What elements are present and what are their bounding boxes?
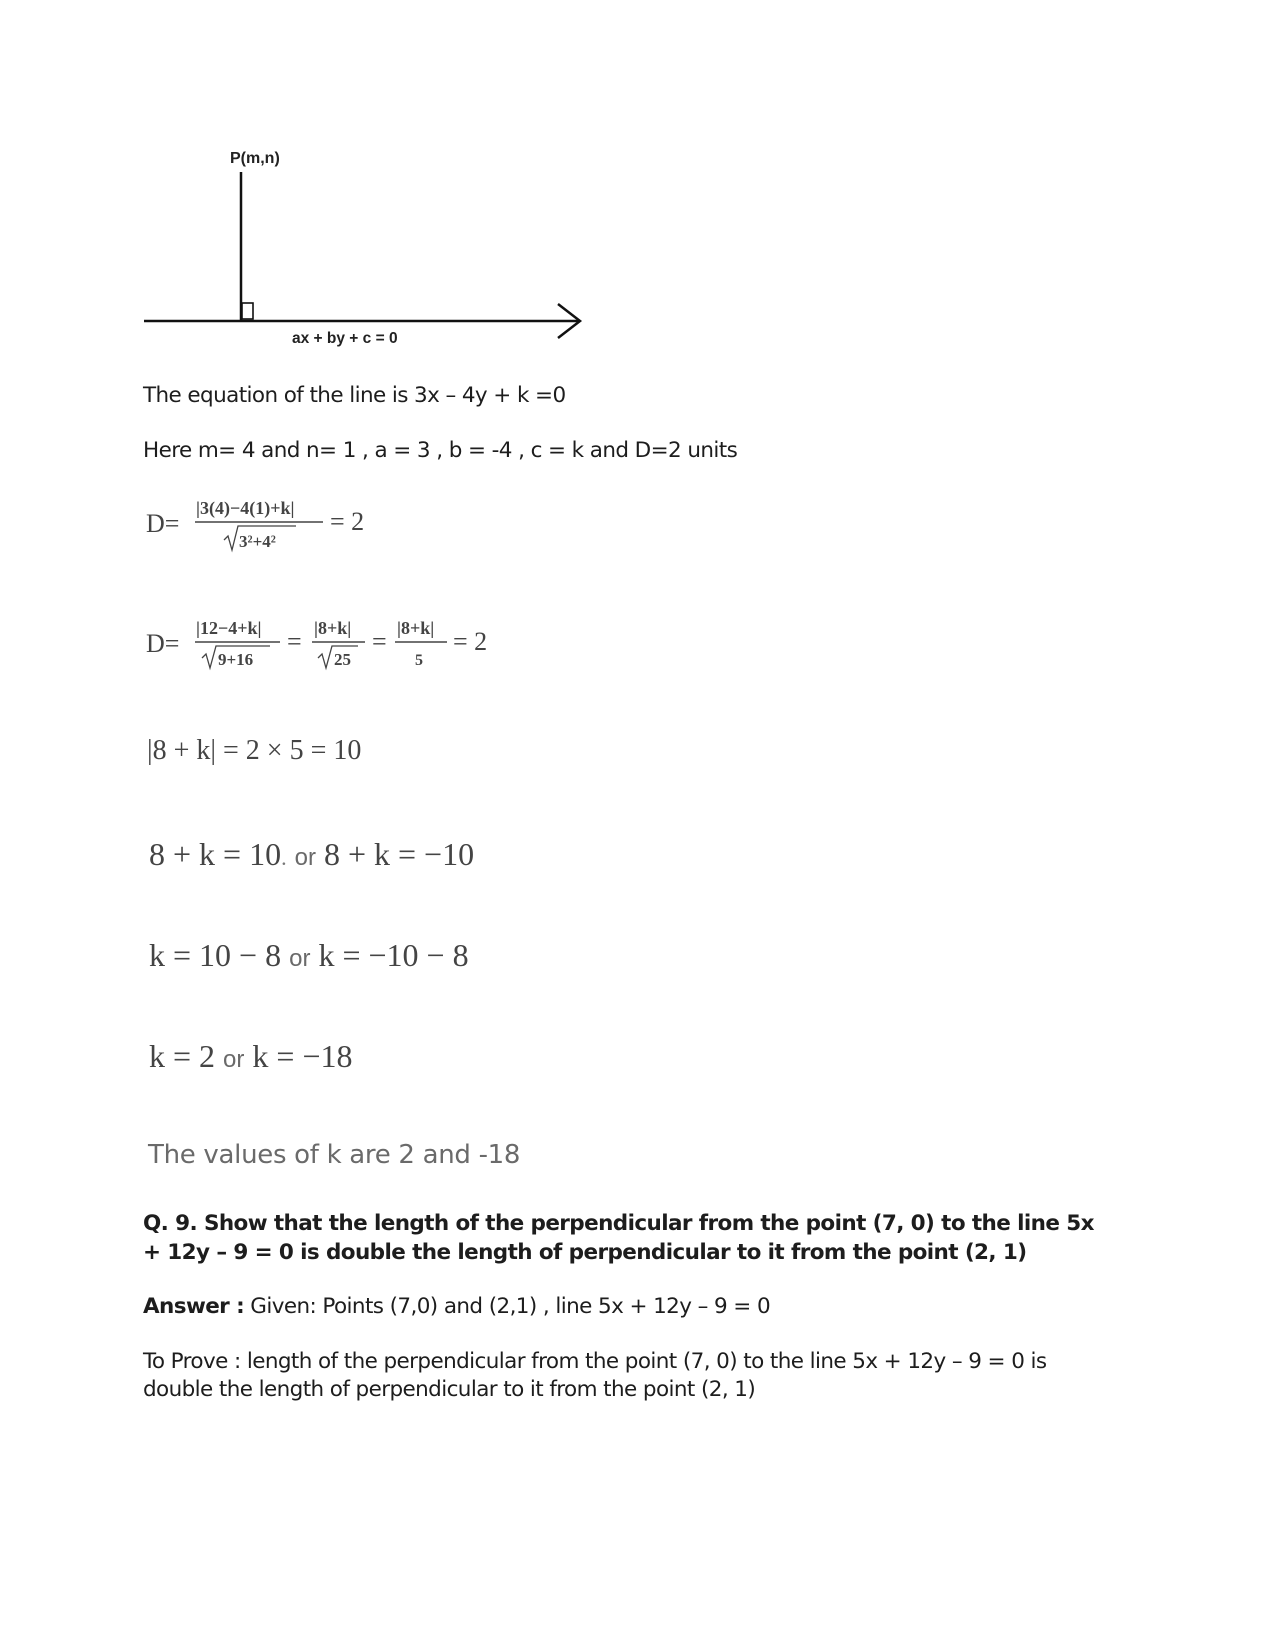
to-prove-line-1: To Prove : length of the perpendicular from the point (7, 0) to the line 5x + 12y – 9 = 0 is [143, 1349, 1047, 1374]
formula-rhs: = 2 [453, 627, 488, 656]
case-equation-3 [149, 1038, 352, 1075]
case-separator: . [281, 845, 287, 870]
case-left: k = 10 − 8 [149, 937, 282, 973]
case-right: k = −10 − 8 [318, 937, 469, 973]
or-word: or [223, 1046, 245, 1073]
distance-formula-2 [140, 610, 510, 680]
formula-lhs: D= [146, 629, 180, 658]
conclusion-text: The values of k are 2 and -18 [148, 1140, 521, 1170]
distance-formula-1 [140, 490, 400, 560]
question-line-1: Q. 9. Show that the length of the perpendicular from the point (7, 0) to the line 5x [143, 1211, 1094, 1236]
fraction-2-numerator: |8+k| [314, 618, 352, 638]
perpendicular-diagram [130, 140, 600, 360]
formula-numerator: |3(4)−4(1)+k| [196, 498, 295, 518]
formula-lhs: D= [146, 509, 180, 538]
or-word: or [294, 844, 316, 871]
fraction-1-denominator: 9+16 [218, 650, 254, 669]
equals-sign: = [372, 627, 387, 656]
case-equation-1 [149, 836, 474, 873]
line-equation-text: The equation of the line is 3x – 4y + k =0 [143, 383, 566, 408]
fraction-1-numerator: |12−4+k| [196, 618, 262, 638]
case-left: k = 2 [149, 1038, 216, 1074]
point-label: P(m,n) [230, 150, 280, 167]
line-equation-label: ax + by + c = 0 [292, 330, 398, 347]
case-left: 8 + k = 10 [149, 836, 282, 872]
answer-label: Answer : [143, 1294, 245, 1319]
answer-text: Given: Points (7,0) and (2,1) , line 5x + 12y – 9 = 0 [244, 1294, 771, 1319]
question-9 [143, 1209, 1094, 1267]
to-prove-paragraph [143, 1348, 1046, 1404]
formula-denominator: 3²+4² [239, 532, 276, 551]
case-equation-2 [149, 937, 469, 974]
equals-sign: = [287, 627, 302, 656]
fraction-3-denominator: 5 [415, 652, 423, 669]
fraction-2-denominator: 25 [334, 650, 351, 669]
formula-rhs: = 2 [330, 507, 365, 536]
abs-value-equation: |8 + k| = 2 × 5 = 10 [147, 735, 362, 766]
to-prove-line-2: double the length of perpendicular to it from the point (2, 1) [143, 1377, 756, 1402]
case-right: k = −18 [252, 1038, 353, 1074]
given-values-text: Here m= 4 and n= 1 , a = 3 , b = -4 , c = k and D=2 units [143, 438, 738, 463]
case-right: 8 + k = −10 [323, 836, 475, 872]
or-word: or [289, 945, 311, 972]
answer-paragraph [143, 1294, 770, 1319]
fraction-3-numerator: |8+k| [397, 618, 435, 638]
question-line-2: + 12y – 9 = 0 is double the length of perpendicular to it from the point (2, 1) [143, 1240, 1027, 1265]
right-angle-marker [242, 303, 253, 319]
